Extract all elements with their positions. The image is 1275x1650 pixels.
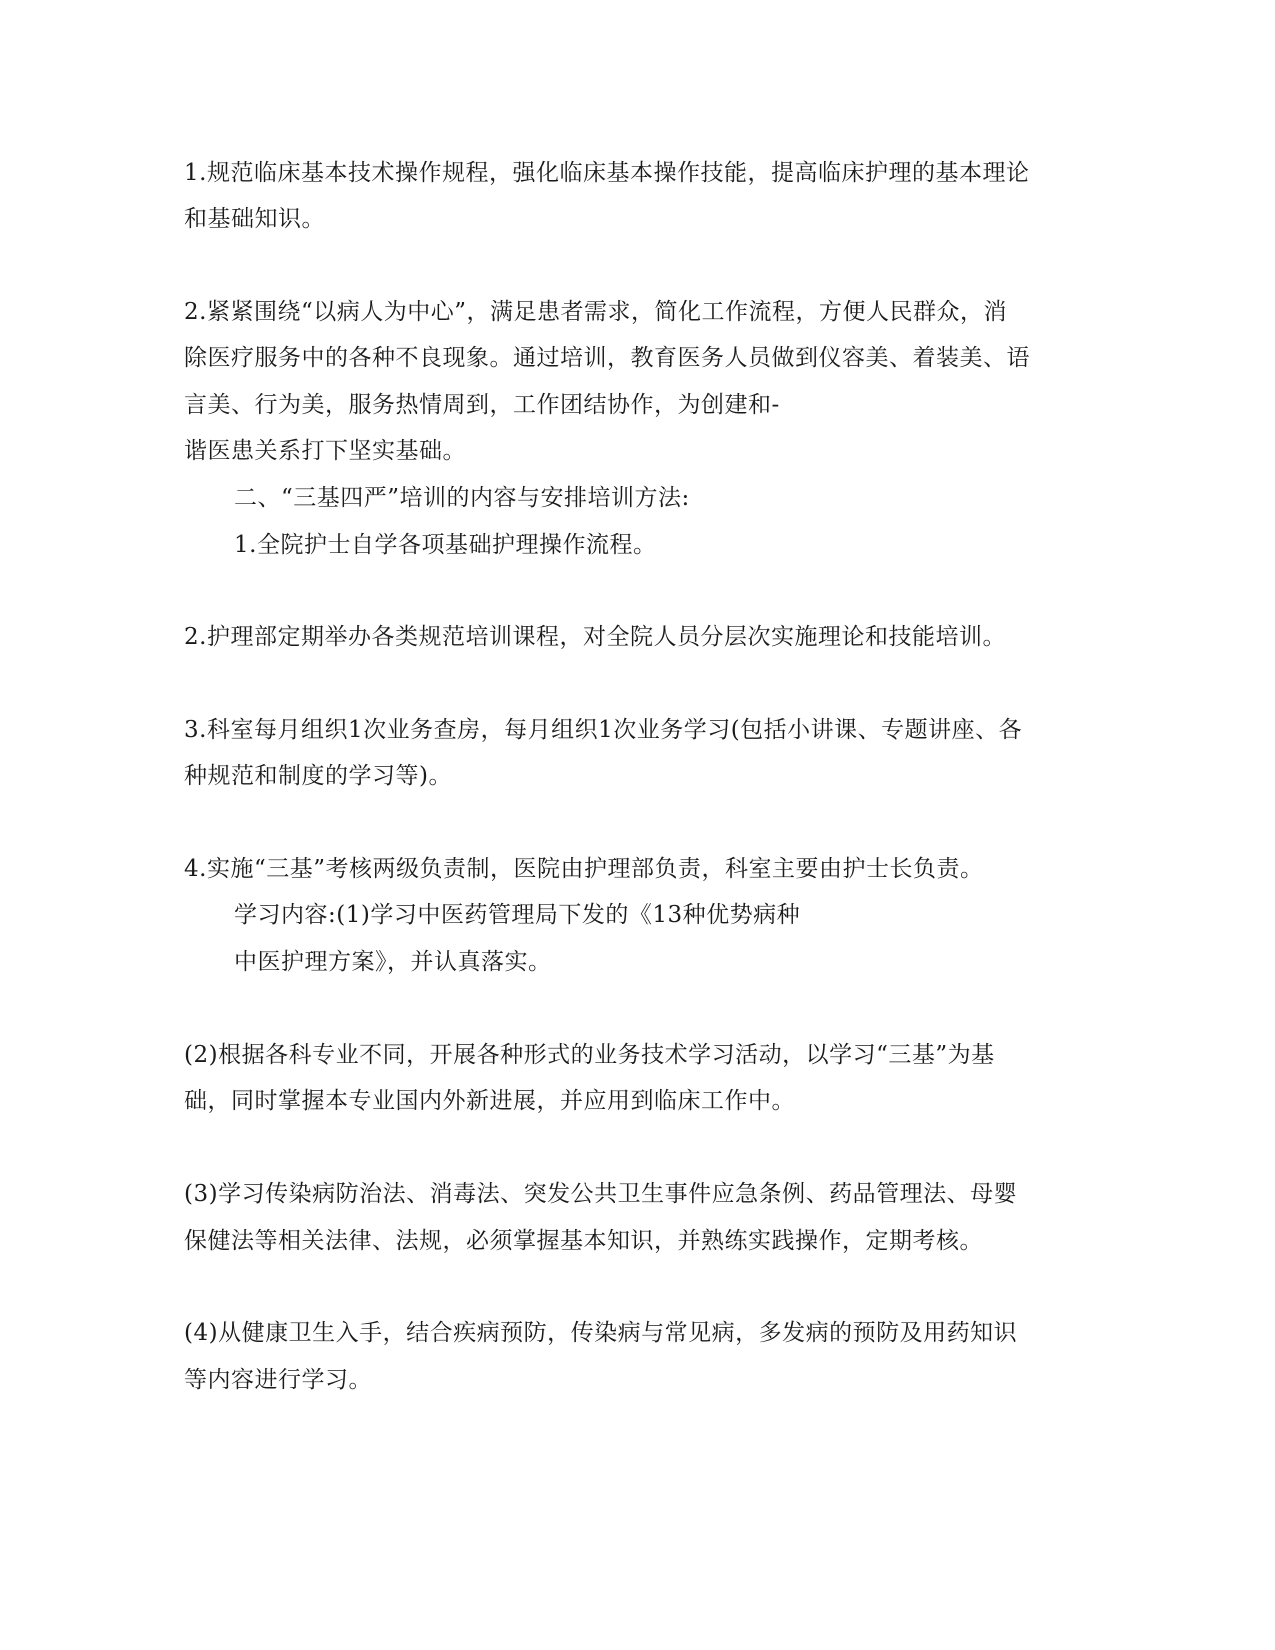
sub-item-4-line-2: 等内容进行学习。 [184, 1367, 372, 1393]
paragraph-1-line-1: 1.规范临床基本技术操作规程，强化临床基本操作技能，提高临床护理的基本理论 [184, 160, 1030, 186]
sub-item-2-line-2: 础，同时掌握本专业国内外新进展，并应用到临床工作中。 [184, 1088, 795, 1114]
sub-item-4-line-1: (4)从健康卫生入手，结合疾病预防，传染病与常见病，多发病的预防及用药知识 [184, 1320, 1018, 1346]
item-3-line-2: 种规范和制度的学习等)。 [184, 763, 452, 789]
item-4: 4.实施“三基”考核两级负责制，医院由护理部负责，科室主要由护士长负责。 [184, 856, 984, 882]
item-1: 1.全院护士自学各项基础护理操作流程。 [234, 532, 657, 558]
paragraph-2-line-1: 2.紧紧围绕“以病人为中心”，满足患者需求，简化工作流程，方便人民群众，消 [184, 299, 1007, 325]
study-content-line-2: 中医护理方案》，并认真落实。 [234, 949, 552, 975]
paragraph-2-line-2: 除医疗服务中的各种不良现象。通过培训，教育医务人员做到仪容美、着装美、语 [184, 345, 1030, 371]
paragraph-1-line-2: 和基础知识。 [184, 206, 325, 232]
item-3-line-1: 3.科室每月组织1次业务查房，每月组织1次业务学习(包括小讲课、专题讲座、各 [184, 717, 1023, 743]
item-2: 2.护理部定期举办各类规范培训课程，对全院人员分层次实施理论和技能培训。 [184, 624, 1006, 650]
section-heading: 二、“三基四严”培训的内容与安排培训方法: [234, 485, 690, 511]
sub-item-3-line-1: (3)学习传染病防治法、消毒法、突发公共卫生事件应急条例、药品管理法、母婴 [184, 1181, 1018, 1207]
paragraph-2-line-4: 谐医患关系打下坚实基础。 [184, 438, 466, 464]
sub-item-3-line-2: 保健法等相关法律、法规，必须掌握基本知识，并熟练实践操作，定期考核。 [184, 1228, 983, 1254]
sub-item-2-line-1: (2)根据各科专业不同，开展各种形式的业务技术学习活动，以学习“三基”为基 [184, 1042, 995, 1068]
study-content-line-1: 学习内容:(1)学习中医药管理局下发的《13种优势病种 [234, 902, 801, 928]
paragraph-2-line-3: 言美、行为美，服务热情周到，工作团结协作，为创建和- [184, 392, 780, 418]
